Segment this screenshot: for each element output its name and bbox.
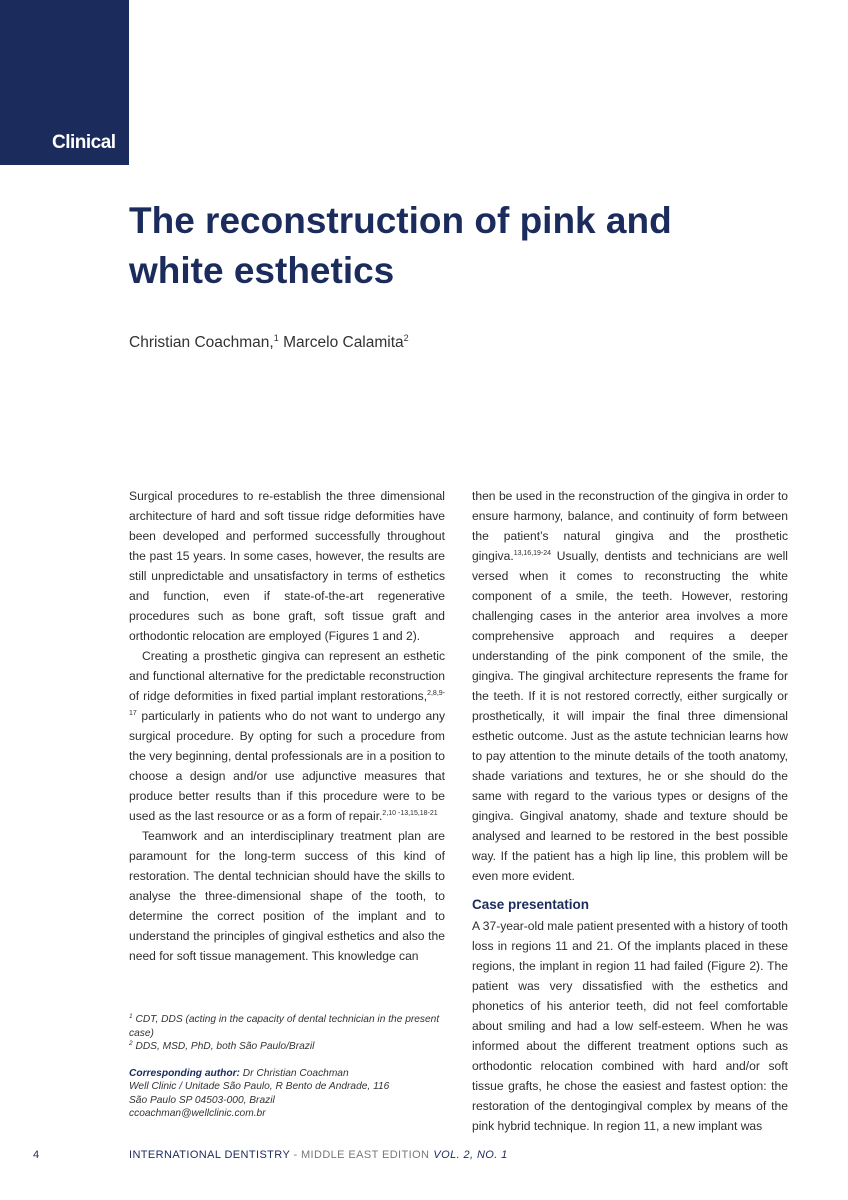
page-number: 4 xyxy=(33,1149,40,1161)
footnotes xyxy=(129,1013,445,1121)
article-title: The reconstruction of pink and white esthetics xyxy=(129,200,672,291)
author-1-affiliation: 1 xyxy=(273,333,279,343)
citation: 13,16,19-24 xyxy=(513,550,552,557)
journal-name: INTERNATIONAL DENTISTRY - MIDDLE EAST EDITION VOL. 2, NO. 1 xyxy=(129,1149,508,1161)
footnote-1: $^1$ CDT, DDS (acting in the capacity of dental technician in the present case) xyxy=(129,1013,440,1039)
paragraph: then be used in the reconstruction of the gingiva in order to ensure harmony, balance, and continuity of form between the patient’s natural gingiva and the prosthetic gingiva.$^{13,16,19-24}$ Usually, dentists and technicians are well versed when it comes to reconstructing the white component of a smile, the teeth. However, restoring challenging cases in the anterior area involves a more comprehensive approach and requires a deeper understanding of the pink component of the smile, the gingiva. The gingival architecture represents the frame for the teeth. If it is not restored correctly, either surgically or prosthetically, it will impair the final three dimensional esthetic outcome. Just as the astute technician learns how to pay attention to the minute details of the tooth anatomy, shade variations and textures, he or she should do the same with regard to the various types or designs of the gingiva. Gingival anatomy, shade and texture should be analysed and learned to be restored in the best possible way. If the patient has a high lip line, this problem will be even more evident. xyxy=(472,489,788,883)
section-label: Clinical xyxy=(52,132,116,153)
section-heading: Case presentation xyxy=(472,897,590,912)
address-line: Well Clinic / Unitade São Paulo, R Bento de Andrade, 116 xyxy=(129,1081,390,1092)
body-column-left xyxy=(129,486,445,966)
paragraph: A 37-year-old male patient presented with a history of tooth loss in regions 11 and 21. Of the implants placed in these regions, the implant in region 11 had failed (Figure 2). The patient was very dissatisfied with the esthetics and phonetics of his anterior teeth, did not feel comfortable about smiling and had a low self-esteem. When he was informed about the different treatment options such as orthodontic relocation combined with hard and/or soft tissue grafts, he chose the easiest and fastest option: the restoration of the dentogingival complex by means of the pink hybrid technique. In region 11, a new implant was xyxy=(472,919,788,1133)
address-line: São Paulo SP 04503-000, Brazil xyxy=(129,1094,275,1106)
citation: 2,10 -13,15,18-21 xyxy=(382,810,438,817)
author-2-affiliation: 2 xyxy=(403,333,409,343)
footnote-2: $^2$ DDS, MSD, PhD, both São Paulo/Brazil xyxy=(129,1040,315,1052)
author-1: Christian Coachman, xyxy=(129,334,274,351)
paragraph: Surgical procedures to re-establish the three dimensional architecture of hard and soft tissue ridge deformities have been developed and performed successfully throughout the past 15 years. In some cases, however, the results are still unpredictable and unsatisfactory in terms of esthetics and function, even if state-of-the-art regenerative procedures such as bone graft, soft tissue graft and orthodontic relocation are employed (Figures 1 and 2). xyxy=(129,489,445,643)
corresponding-author: Corresponding author: Dr Christian Coachman xyxy=(129,1067,349,1079)
author-2: Marcelo Calamita xyxy=(283,334,404,351)
body-column-right xyxy=(472,486,788,1136)
email-link[interactable]: ccoachman@wellclinic.com.br xyxy=(129,1108,266,1119)
paragraph: Teamwork and an interdisciplinary treatment plan are paramount for the long-term success of this kind of restoration. The dental technician should have the skills to analyse the three-dimensional shape of the tooth, to determine the correct position of the implant and to understand the principles of gingival esthetics and also the need for soft tissue management. This knowledge can xyxy=(129,829,445,963)
page-footer xyxy=(0,1149,848,1165)
section-tab xyxy=(0,0,129,165)
paragraph: Creating a prosthetic gingiva can represent an esthetic and functional alternative for the predictable reconstruction of ridge deformities in fixed partial implant restorations,$^{2,8,9-17}$ particularly in patients who do not want to undergo any surgical procedure. By opting for such a procedure from the very beginning, dental professionals are in a position to choose a design and/or use adjunctive measures that produce better results than if this procedure were to be used as the last resource or as a form of repair.$^{2,10 -13,15,18-21}$ xyxy=(129,649,445,823)
citation: 2,8,9-17 xyxy=(129,690,445,717)
author-line xyxy=(129,333,409,352)
